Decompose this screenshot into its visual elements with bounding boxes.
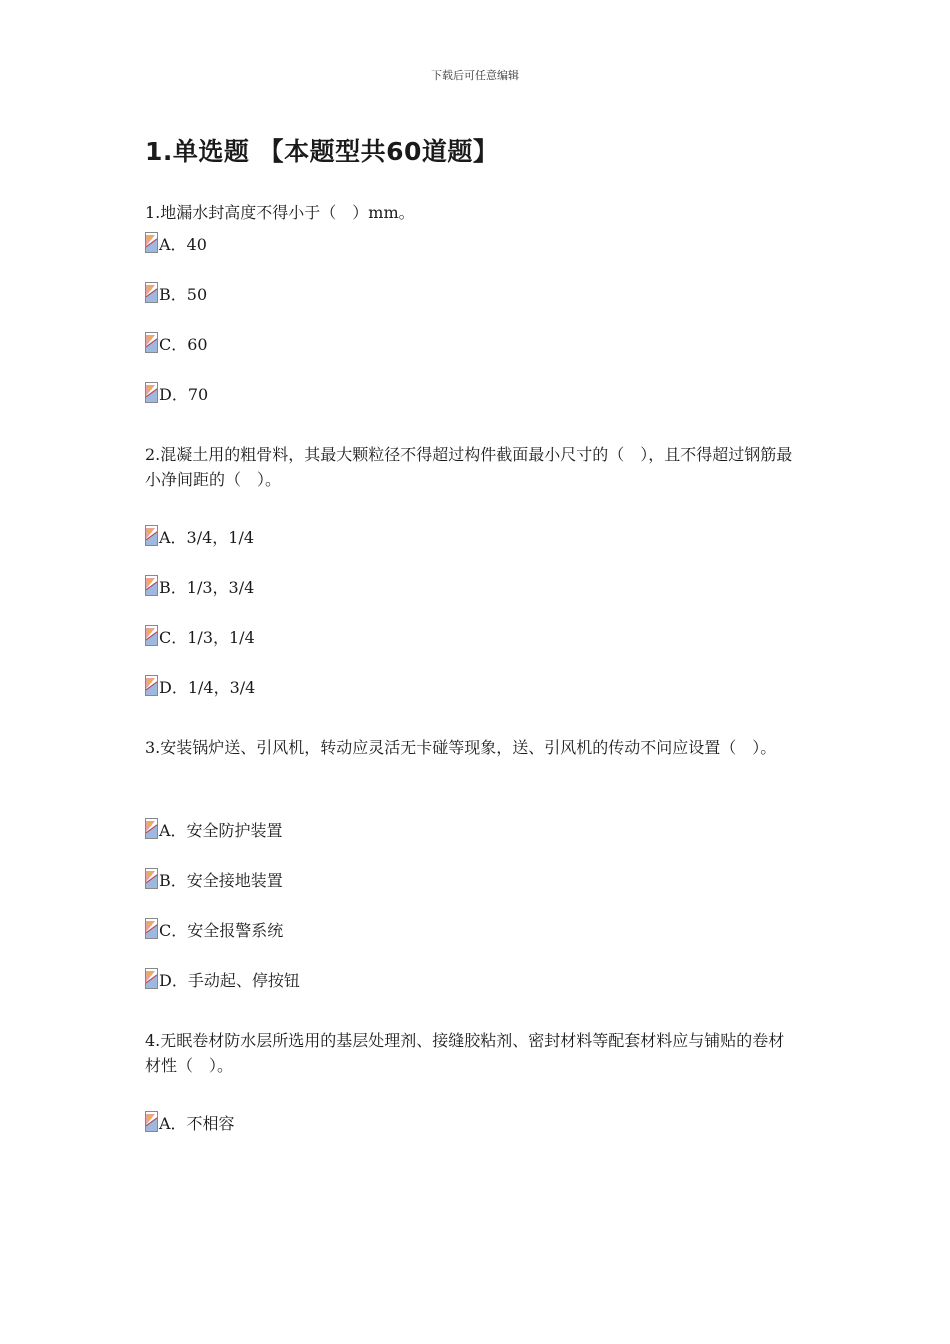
option-label: A．3/4，1/4 [159,527,255,547]
option-d[interactable] [145,673,255,699]
option-label: B．50 [159,284,208,304]
broken-image-icon [145,332,159,354]
option-d[interactable] [145,966,300,992]
option-label: B．安全接地装置 [159,870,283,890]
option-label: A．不相容 [159,1113,235,1133]
option-a[interactable] [145,1109,235,1135]
option-c[interactable] [145,916,283,942]
page-header: 下载后可任意编辑 [431,69,519,82]
broken-image-icon [145,868,159,890]
broken-image-icon [145,968,159,990]
broken-image-icon [145,675,159,697]
question-text: 1.地漏水封高度不得小于（ ）mm。 [145,203,415,222]
option-label: A．40 [159,234,207,254]
question-text: 3.安装锅炉送、引风机，转动应灵活无卡碰等现象，送、引风机的传动不问应设置（ ）。 [145,738,777,757]
option-b[interactable] [145,866,283,892]
broken-image-icon [145,1111,159,1133]
broken-image-icon [145,232,159,254]
option-label: C．1/3，1/4 [159,627,255,647]
option-label: A．安全防护装置 [159,820,283,840]
option-b[interactable] [145,573,254,599]
option-c[interactable] [145,330,208,356]
option-label: C．安全报警系统 [159,920,284,940]
broken-image-icon [145,525,159,547]
broken-image-icon [145,282,159,304]
option-d[interactable] [145,380,208,406]
question-2 [145,442,800,697]
option-label: D．1/4，3/4 [159,677,256,697]
option-label: B．1/3，3/4 [159,577,255,597]
section-title: 1.单选题 【本题型共60道题】 [145,137,499,166]
option-b[interactable] [145,280,207,306]
broken-image-icon [145,625,159,647]
broken-image-icon [145,918,159,940]
broken-image-icon [145,575,159,597]
question-text: 4.无眠卷材防水层所选用的基层处理剂、接缝胶粘剂、密封材料等配套材料应与铺贴的卷材材性（ ）。 [145,1031,785,1075]
broken-image-icon [145,818,159,840]
option-label: D．手动起、停按钮 [159,970,300,990]
option-a[interactable] [145,230,207,256]
question-3 [145,735,800,990]
option-c[interactable] [145,623,255,649]
question-text: 2.混凝土用的粗骨料，其最大颗粒径不得超过构件截面最小尺寸的（ ），且不得超过钢筋最小净间距的（ ）。 [145,445,793,489]
option-a[interactable] [145,816,283,842]
option-label: D．70 [159,384,209,404]
option-a[interactable] [145,523,254,549]
broken-image-icon [145,382,159,404]
option-label: C．60 [159,334,208,354]
question-4 [145,1028,800,1133]
question-1 [145,200,800,404]
